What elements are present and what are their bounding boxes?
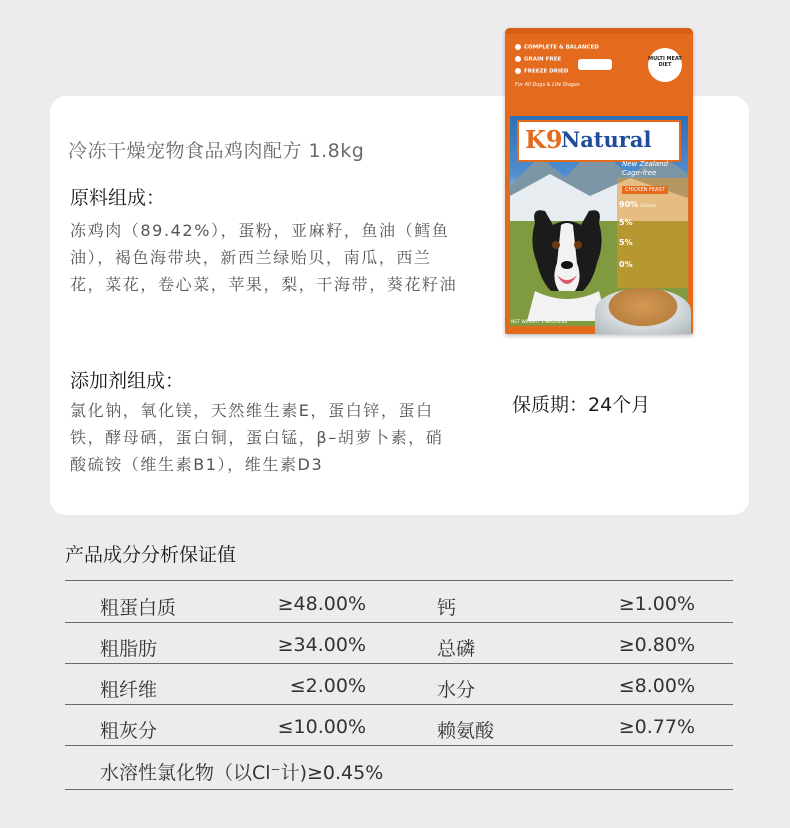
logo-natural-text: Natural [561, 127, 652, 152]
bag-pct-4: 0% [619, 260, 633, 269]
nutrient-name: 赖氨酸 [437, 720, 495, 742]
nutrient-value: ≥0.80% [618, 634, 695, 656]
check-icon [515, 56, 521, 62]
additives-text: 氯化钠，氧化镁，天然维生素E，蛋白锌，蛋白铁，酵母硒，蛋白铜，蛋白锰，β–胡萝卜素，硝酸硫铵（维生素B1），维生素D3 [70, 401, 444, 474]
bag-pct-3: 5% [619, 238, 633, 247]
shelf-life: 保质期：24个月 [512, 394, 651, 416]
k9-natural-logo [517, 120, 681, 162]
nutrient-name: 粗蛋白质 [100, 597, 177, 619]
bag-subtitle: New Zealand Cage-free [622, 160, 668, 177]
nutrient-name: 水分 [437, 679, 476, 701]
nutrient-name: 粗灰分 [100, 720, 158, 742]
nutrient-name: 钙 [437, 597, 457, 619]
bag-info-panel [617, 178, 688, 288]
bag-pct-1: 90% Chicken [619, 200, 656, 209]
multi-meat-badge: MULTI MEAT DIET [648, 48, 682, 82]
ingredients-text: 冻鸡肉（89.42%），蛋粉，亚麻籽，鱼油（鳕鱼油），褐色海带块，新西兰绿贻贝，南瓜，西兰花，菜花，卷心菜，苹果，梨，干海带，葵花籽油 [70, 221, 458, 294]
table-divider [65, 789, 733, 790]
table-divider [65, 704, 733, 705]
nutrient-name: 总磷 [437, 638, 476, 660]
table-divider [65, 663, 733, 664]
nutrient-name: 粗纤维 [100, 679, 158, 701]
bag-feature-3: FREEZE DRIED [515, 68, 568, 75]
check-icon [515, 68, 521, 74]
table-row: 水溶性氯化物（以Cl⁻计)≥0.45% [100, 762, 384, 784]
table-divider [65, 580, 733, 581]
nutrient-value: ≤8.00% [618, 675, 695, 697]
product-package-image [505, 28, 693, 334]
bag-feature-1: COMPLETE & BALANCED [515, 44, 599, 51]
logo-k9-text: K9 [525, 125, 563, 154]
bag-feast-label: CHICKEN FEAST [622, 186, 668, 194]
bag-feature-2: GRAIN FREE [515, 56, 561, 63]
ingredients-heading: 原料组成： [70, 187, 166, 209]
table-divider [65, 622, 733, 623]
bag-pct-2: 5% [619, 218, 633, 227]
bag-tagline: For All Dogs & Life Stages [515, 82, 580, 88]
nutrient-value: ≥48.00% [277, 593, 366, 615]
check-icon [515, 44, 521, 50]
product-title: 冷冻干燥宠物食品鸡肉配方 1.8kg [68, 140, 365, 162]
bag-seal [505, 28, 693, 34]
border-collie-icon [527, 203, 607, 321]
analysis-title: 产品成分分析保证值 [65, 544, 237, 566]
nutrient-value: ≤10.00% [277, 716, 366, 738]
additives-heading: 添加剂组成： [70, 370, 185, 392]
food-bowl-icon [595, 288, 691, 334]
nutrient-name: 粗脂肪 [100, 638, 158, 660]
nutrient-value: ≤2.00% [289, 675, 366, 697]
nutrient-value: ≥1.00% [618, 593, 695, 615]
bag-window [578, 59, 612, 70]
bag-net-weight: NET WEIGHT 1.8KG/4LBS [511, 320, 568, 325]
nutrient-value: ≥34.00% [277, 634, 366, 656]
nutrient-value: ≥0.77% [618, 716, 695, 738]
table-divider [65, 745, 733, 746]
